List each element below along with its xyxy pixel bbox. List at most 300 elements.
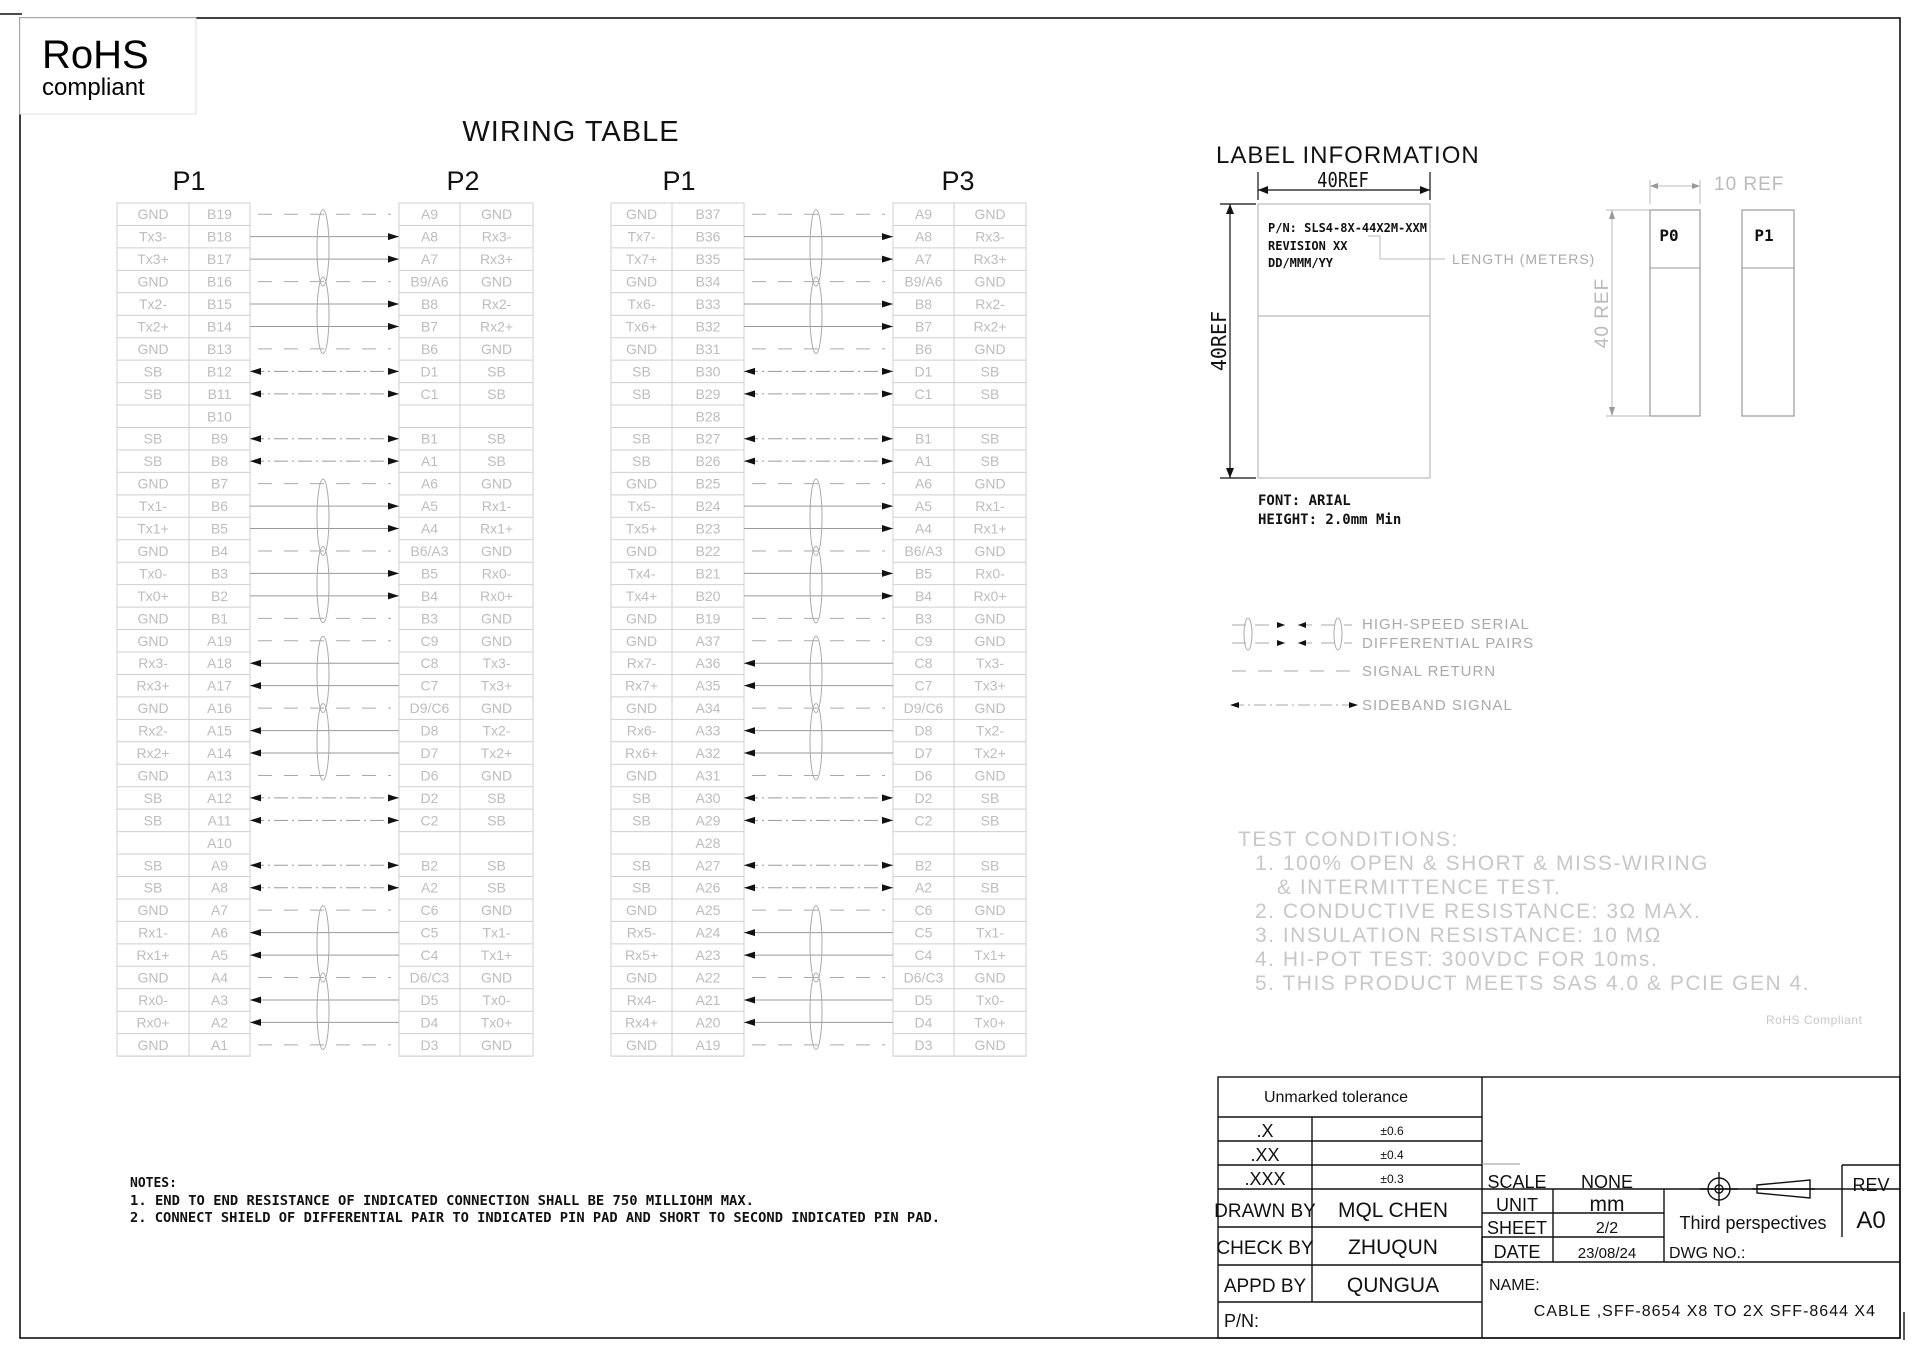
left-pin-cell: B10: [207, 408, 232, 425]
tag-p1-label: P1: [1754, 226, 1774, 245]
label-width-dim: 40REF: [1317, 169, 1369, 193]
right-pin-cell: B7: [914, 318, 933, 335]
right-signal-cell: GND: [974, 969, 1006, 986]
signal-arrowhead: [744, 1019, 755, 1026]
right-pin-cell: C9: [914, 632, 933, 649]
right-signal-cell: GND: [480, 700, 513, 717]
right-pin-cell: B4: [914, 587, 933, 604]
signal-arrowhead: [882, 592, 893, 599]
diff-pair-ellipse: [810, 636, 822, 712]
right-pin-cell: A9: [914, 206, 933, 223]
signal-arrowhead: [250, 660, 261, 667]
right-table-p3-header: P3: [941, 166, 975, 196]
sheet-value: 2/2: [1595, 1220, 1619, 1237]
signal-arrowhead: [744, 390, 755, 397]
left-pin-cell: B7: [210, 475, 229, 492]
left-signal-cell: SB: [143, 385, 163, 402]
left-signal-cell: SB: [143, 812, 163, 829]
drawn-by-value: MQL CHEN: [1337, 1199, 1449, 1222]
diff-pair-ellipse: [317, 906, 329, 982]
signal-arrowhead: [250, 750, 261, 757]
right-pin-cell: B5: [420, 565, 439, 582]
left-signal-cell: GND: [137, 700, 169, 717]
right-pin-cell: D1: [914, 363, 933, 380]
right-signal-cell: SB: [980, 879, 1000, 896]
left-pin-cell: B8: [210, 453, 229, 470]
left-pin-cell: A20: [695, 1014, 721, 1031]
left-pin-cell: A31: [695, 767, 721, 784]
diff-pair-ellipse: [317, 546, 329, 622]
rev-value: A0: [1856, 1207, 1886, 1234]
right-pin-cell: A4: [914, 520, 933, 537]
right-pin-cell: A9: [420, 206, 439, 223]
rohs-box: [20, 18, 196, 114]
left-signal-cell: GND: [625, 700, 658, 717]
left-signal-cell: Tx3-: [139, 228, 167, 245]
right-pin-cell: B7: [420, 318, 439, 335]
rev-label: REV: [1852, 1175, 1890, 1195]
left-pin-cell: A36: [695, 655, 721, 672]
right-signal-cell: GND: [974, 632, 1006, 649]
right-pin-cell: D6/C3: [409, 969, 450, 986]
rohs-subtitle: compliant: [42, 74, 145, 101]
left-pin-cell: B34: [695, 273, 721, 290]
diff-pair-ellipse: [317, 210, 329, 286]
left-signal-cell: GND: [625, 767, 658, 784]
right-signal-cell: Tx0+: [974, 1014, 1006, 1031]
drawn-by-label: DRAWN BY: [1214, 1201, 1316, 1222]
signal-arrowhead: [250, 727, 261, 734]
left-pin-cell: A13: [207, 767, 232, 784]
signal-arrowhead: [250, 458, 261, 465]
tol-xxx-label: .XXX: [1244, 1169, 1286, 1189]
left-pin-cell: A8: [210, 879, 229, 896]
left-signal-cell: GND: [625, 542, 658, 559]
right-signal-cell: SB: [487, 363, 506, 380]
right-pin-cell: B6/A3: [410, 542, 449, 559]
left-signal-cell: Tx0+: [137, 587, 169, 604]
signal-arrowhead: [744, 368, 755, 375]
signal-arrowhead: [250, 794, 261, 801]
left-signal-cell: GND: [137, 969, 169, 986]
right-pin-cell: D1: [420, 363, 439, 380]
dwg-no-label: DWG NO.:: [1669, 1245, 1746, 1262]
left-pin-cell: B31: [695, 340, 721, 357]
right-signal-cell: Rx3+: [973, 251, 1007, 268]
right-pin-cell: D4: [914, 1014, 933, 1031]
right-pin-cell: D2: [914, 789, 933, 806]
right-pin-cell: C7: [914, 677, 933, 694]
rohs-title: RoHS: [42, 33, 149, 77]
left-signal-cell: Rx5-: [626, 924, 657, 941]
right-signal-cell: GND: [974, 206, 1006, 223]
left-pin-cell: A25: [695, 902, 721, 919]
left-signal-cell: SB: [632, 789, 651, 806]
right-signal-cell: Rx2-: [975, 296, 1005, 313]
left-pin-cell: A16: [207, 700, 232, 717]
right-pin-cell: B2: [914, 857, 933, 874]
test-condition-line: & INTERMITTENCE TEST.: [1255, 876, 1562, 899]
note-1: 1. END TO END RESISTANCE OF INDICATED CONNECTION SHALL BE 750 MILLIOHM MAX.: [130, 1194, 754, 1209]
right-pin-cell: A4: [420, 520, 439, 537]
length-note: LENGTH (METERS): [1452, 251, 1596, 267]
right-signal-cell: Tx1+: [974, 947, 1006, 964]
left-pin-cell: B36: [695, 228, 721, 245]
left-pin-cell: B12: [207, 363, 232, 380]
right-signal-cell: Rx1+: [973, 520, 1007, 537]
signal-arrowhead: [250, 862, 261, 869]
appd-by-label: APPD BY: [1223, 1276, 1307, 1297]
left-signal-cell: SB: [143, 363, 163, 380]
left-pin-cell: A10: [207, 834, 232, 851]
signal-arrowhead: [388, 525, 399, 532]
legend-pairs-line2: DIFFERENTIAL PAIRS: [1362, 635, 1535, 652]
left-pin-cell: B4: [210, 542, 229, 559]
diff-pair-ellipse: [810, 704, 822, 780]
right-pin-cell: C6: [420, 902, 439, 919]
signal-arrowhead: [882, 570, 893, 577]
notes-title: NOTES:: [130, 1176, 177, 1191]
right-signal-cell: Rx0-: [481, 565, 512, 582]
right-pin-cell: A8: [420, 228, 439, 245]
right-signal-cell: Rx0-: [975, 565, 1005, 582]
signal-arrowhead: [388, 301, 399, 308]
right-signal-cell: Rx0+: [973, 587, 1007, 604]
left-signal-cell: Tx2-: [139, 296, 167, 313]
left-pin-cell: A32: [695, 745, 721, 762]
right-pin-cell: D7: [914, 745, 933, 762]
right-pin-cell: C4: [914, 947, 933, 964]
right-signal-cell: Tx2+: [480, 745, 513, 762]
sheet-label: SHEET: [1486, 1218, 1548, 1238]
right-pin-cell: A6: [914, 475, 933, 492]
label-information: [1207, 142, 1794, 528]
left-pin-cell: A27: [695, 857, 721, 874]
left-pin-cell: B28: [695, 408, 721, 425]
notes: [130, 1176, 940, 1226]
wiring-table-title: WIRING TABLE: [462, 116, 680, 148]
left-signal-cell: Rx6+: [624, 745, 659, 762]
right-signal-cell: SB: [487, 879, 506, 896]
left-signal-cell: GND: [137, 632, 169, 649]
legend-pair-arrows: [1277, 622, 1306, 646]
left-signal-cell: GND: [137, 273, 169, 290]
signal-arrowhead: [250, 929, 261, 936]
left-signal-cell: Tx5+: [625, 520, 658, 537]
left-pin-cell: B19: [207, 206, 232, 223]
right-signal-cell: SB: [980, 812, 1000, 829]
left-signal-cell: Rx3+: [136, 677, 170, 694]
signal-arrowhead: [388, 592, 399, 599]
signal-arrowhead: [744, 435, 755, 442]
tol-xx-label: .XX: [1250, 1145, 1280, 1165]
signal-arrowhead: [388, 503, 399, 510]
signal-arrowhead: [744, 884, 755, 891]
left-pin-cell: A37: [695, 632, 721, 649]
right-pin-cell: C5: [420, 924, 439, 941]
test-condition-line: 1. 100% OPEN & SHORT & MISS-WIRING: [1255, 852, 1709, 875]
signal-arrowhead: [882, 323, 893, 330]
left-signal-cell: Rx2+: [136, 745, 170, 762]
left-signal-cell: SB: [632, 363, 651, 380]
left-signal-cell: Rx4+: [624, 1014, 659, 1031]
right-signal-cell: SB: [487, 430, 506, 447]
left-signal-cell: GND: [625, 969, 658, 986]
right-signal-cell: Tx3-: [482, 655, 511, 672]
right-signal-cell: Rx1-: [975, 498, 1005, 515]
scale-label: SCALE: [1487, 1172, 1547, 1192]
right-signal-cell: Tx3-: [976, 655, 1004, 672]
test-conditions: [1238, 828, 1863, 1027]
legend-sideband: SIDEBAND SIGNAL: [1362, 697, 1513, 714]
signal-arrowhead: [388, 862, 399, 869]
wiring-table-p1-p2: [117, 203, 533, 1056]
left-signal-cell: Tx7+: [625, 251, 658, 268]
right-pin-cell: D3: [420, 1036, 439, 1053]
label-revision-line: REVISION XX: [1268, 239, 1348, 253]
signal-arrowhead: [882, 233, 893, 240]
right-signal-cell: Rx2-: [481, 296, 512, 313]
signal-arrowhead: [882, 301, 893, 308]
left-pin-cell: B22: [695, 542, 721, 559]
right-signal-cell: GND: [480, 542, 513, 559]
diff-pair-ellipse: [317, 277, 329, 353]
left-signal-cell: GND: [137, 1036, 169, 1053]
left-pin-cell: A21: [695, 991, 721, 1008]
right-signal-cell: Tx1-: [482, 924, 511, 941]
left-signal-cell: GND: [137, 902, 169, 919]
right-pin-cell: D8: [914, 722, 933, 739]
left-signal-cell: Rx1-: [138, 924, 168, 941]
left-signal-cell: Tx1+: [137, 520, 169, 537]
right-signal-cell: GND: [480, 273, 513, 290]
left-pin-cell: A6: [210, 924, 229, 941]
diff-pair-ellipse: [810, 973, 822, 1049]
left-signal-cell: SB: [143, 879, 163, 896]
right-signal-cell: SB: [980, 857, 1000, 874]
signal-arrowhead: [882, 884, 893, 891]
signal-arrowhead: [250, 884, 261, 891]
left-pin-cell: A2: [210, 1014, 229, 1031]
right-pin-cell: C8: [420, 655, 439, 672]
left-signal-cell: GND: [625, 475, 658, 492]
left-pin-cell: B21: [695, 565, 721, 582]
right-pin-cell: C1: [420, 385, 439, 402]
left-pin-cell: A33: [695, 722, 721, 739]
right-signal-cell: Rx2+: [973, 318, 1007, 335]
left-signal-cell: SB: [143, 453, 163, 470]
right-pin-cell: B6: [914, 340, 933, 357]
right-pin-cell: C6: [914, 902, 933, 919]
diff-pair-ellipse: [810, 277, 822, 353]
tol-xxx-value: ±0.3: [1380, 1172, 1404, 1186]
font-spec: FONT: ARIAL: [1258, 493, 1351, 509]
tag-p0-label: P0: [1659, 226, 1679, 245]
right-signal-cell: GND: [480, 475, 513, 492]
right-pin-cell: C2: [420, 812, 439, 829]
signal-arrowhead: [744, 817, 755, 824]
right-signal-cell: Rx1-: [481, 498, 512, 515]
left-signal-cell: Rx7+: [624, 677, 659, 694]
tag-width-dim: 10 REF: [1714, 174, 1785, 195]
right-signal-cell: SB: [980, 363, 1000, 380]
right-signal-cell: SB: [980, 385, 1000, 402]
right-pin-cell: D3: [914, 1036, 933, 1053]
signal-arrowhead: [388, 794, 399, 801]
signal-arrowhead: [250, 817, 261, 824]
signal-arrowhead: [744, 727, 755, 734]
legend-pair-ellipse: [1334, 618, 1342, 650]
right-pin-cell: B1: [914, 430, 933, 447]
signal-arrowhead: [388, 458, 399, 465]
left-pin-cell: B37: [695, 206, 721, 223]
left-signal-cell: GND: [625, 273, 658, 290]
pn-label: P/N:: [1224, 1311, 1260, 1331]
signal-arrowhead: [388, 817, 399, 824]
right-signal-cell: GND: [974, 767, 1006, 784]
note-2: 2. CONNECT SHIELD OF DIFFERENTIAL PAIR TO INDICATED PIN PAD AND SHORT TO SECOND INDICATED PIN PAD.: [130, 1211, 941, 1226]
test-condition-line: 2. CONDUCTIVE RESISTANCE: 3Ω MAX.: [1255, 900, 1702, 923]
left-pin-cell: A24: [695, 924, 721, 941]
right-signal-cell: Rx1+: [479, 520, 514, 537]
left-pin-cell: A19: [695, 1036, 721, 1053]
check-by-label: CHECK BY: [1216, 1238, 1314, 1259]
legend-pair-ellipse: [1244, 618, 1252, 650]
left-pin-cell: A11: [207, 812, 232, 829]
signal-arrowhead: [882, 817, 893, 824]
left-signal-cell: Rx7-: [626, 655, 657, 672]
signal-arrowhead: [388, 390, 399, 397]
left-signal-cell: Rx4-: [626, 991, 657, 1008]
signal-arrowhead: [388, 435, 399, 442]
right-pin-cell: B8: [914, 296, 933, 313]
right-signal-cell: GND: [480, 902, 513, 919]
right-signal-cell: Tx0-: [976, 991, 1004, 1008]
right-pin-cell: B5: [914, 565, 933, 582]
appd-by-value: QUNGUA: [1346, 1274, 1440, 1297]
left-signal-cell: Rx5+: [624, 947, 659, 964]
left-signal-cell: Tx4+: [625, 587, 658, 604]
signal-arrowhead: [882, 435, 893, 442]
right-pin-cell: A6: [420, 475, 439, 492]
right-signal-cell: SB: [980, 789, 1000, 806]
right-pin-cell: A8: [914, 228, 933, 245]
right-pin-cell: A1: [914, 453, 933, 470]
sheet-border: [20, 18, 1900, 1338]
label-date-line: DD/MMM/YY: [1268, 256, 1334, 270]
left-pin-cell: B5: [210, 520, 229, 537]
right-pin-cell: A5: [420, 498, 439, 515]
right-signal-cell: Rx0+: [479, 587, 514, 604]
left-signal-cell: SB: [632, 453, 651, 470]
right-pin-cell: D5: [420, 991, 439, 1008]
left-signal-cell: GND: [625, 206, 658, 223]
left-pin-cell: A19: [207, 632, 232, 649]
signal-arrowhead: [882, 458, 893, 465]
right-pin-cell: B4: [420, 587, 439, 604]
right-signal-cell: SB: [487, 453, 506, 470]
left-signal-cell: SB: [632, 879, 651, 896]
left-signal-cell: Rx3-: [138, 655, 168, 672]
left-signal-cell: SB: [632, 812, 651, 829]
left-signal-cell: GND: [137, 340, 169, 357]
test-condition-line: 4. HI-POT TEST: 300VDC FOR 10ms.: [1255, 948, 1659, 971]
left-signal-cell: Rx2-: [138, 722, 168, 739]
right-signal-cell: GND: [974, 902, 1006, 919]
left-signal-cell: Tx5-: [627, 498, 656, 515]
test-conditions-title: TEST CONDITIONS:: [1238, 828, 1459, 851]
left-pin-cell: A26: [695, 879, 721, 896]
right-pin-cell: D6: [420, 767, 439, 784]
signal-arrowhead: [744, 660, 755, 667]
signal-arrowhead: [388, 884, 399, 891]
right-signal-cell: GND: [974, 542, 1006, 559]
left-signal-cell: Rx6-: [626, 722, 657, 739]
unit-value: mm: [1589, 1193, 1625, 1216]
left-pin-cell: A9: [210, 857, 229, 874]
left-pin-cell: A34: [695, 700, 721, 717]
left-signal-cell: GND: [625, 610, 658, 627]
left-signal-cell: Rx0-: [138, 991, 168, 1008]
left-pin-cell: A35: [695, 677, 721, 694]
right-pin-cell: B8: [420, 296, 439, 313]
left-pin-cell: B33: [695, 296, 721, 313]
right-signal-cell: Tx1-: [976, 924, 1004, 941]
right-signal-cell: Rx3-: [481, 228, 512, 245]
right-pin-cell: B9/A6: [410, 273, 449, 290]
right-signal-cell: GND: [974, 1036, 1006, 1053]
name-value: CABLE ,SFF-8654 X8 TO 2X SFF-8644 X4: [1533, 1303, 1876, 1320]
signal-arrowhead: [250, 996, 261, 1003]
left-table-p2-header: P2: [446, 166, 480, 196]
tolerance-title: Unmarked tolerance: [1263, 1089, 1409, 1106]
left-pin-cell: A12: [207, 789, 232, 806]
right-pin-cell: A2: [914, 879, 933, 896]
left-signal-cell: GND: [137, 767, 169, 784]
left-signal-cell: GND: [137, 475, 169, 492]
right-table-p1-header: P1: [662, 166, 696, 196]
test-condition-line: 5. THIS PRODUCT MEETS SAS 4.0 & PCIE GEN 4.: [1255, 972, 1811, 995]
left-pin-cell: B19: [695, 610, 721, 627]
right-signal-cell: Tx2-: [976, 722, 1004, 739]
left-pin-cell: B1: [210, 610, 229, 627]
left-signal-cell: Rx1+: [136, 947, 170, 964]
title-block: [1218, 1077, 1900, 1338]
left-signal-cell: Tx7-: [627, 228, 656, 245]
right-signal-cell: SB: [487, 812, 506, 829]
left-pin-cell: B11: [207, 385, 232, 402]
left-signal-cell: Tx0-: [139, 565, 167, 582]
signal-arrowhead: [250, 1019, 261, 1026]
signal-arrowhead: [744, 929, 755, 936]
right-signal-cell: Tx2-: [482, 722, 511, 739]
left-signal-cell: Tx1-: [139, 498, 167, 515]
right-signal-cell: GND: [480, 340, 513, 357]
right-pin-cell: A1: [420, 453, 439, 470]
right-signal-cell: Rx2+: [479, 318, 514, 335]
signal-arrowhead: [250, 952, 261, 959]
left-pin-cell: B24: [695, 498, 721, 515]
signal-arrowhead: [882, 390, 893, 397]
right-pin-cell: C7: [420, 677, 439, 694]
left-pin-cell: B27: [695, 430, 721, 447]
right-pin-cell: B9/A6: [904, 273, 943, 290]
diff-pair-ellipse: [810, 210, 822, 286]
signal-arrowhead: [882, 794, 893, 801]
signal-arrowhead: [744, 682, 755, 689]
signal-arrowhead: [882, 862, 893, 869]
left-signal-cell: GND: [625, 632, 658, 649]
